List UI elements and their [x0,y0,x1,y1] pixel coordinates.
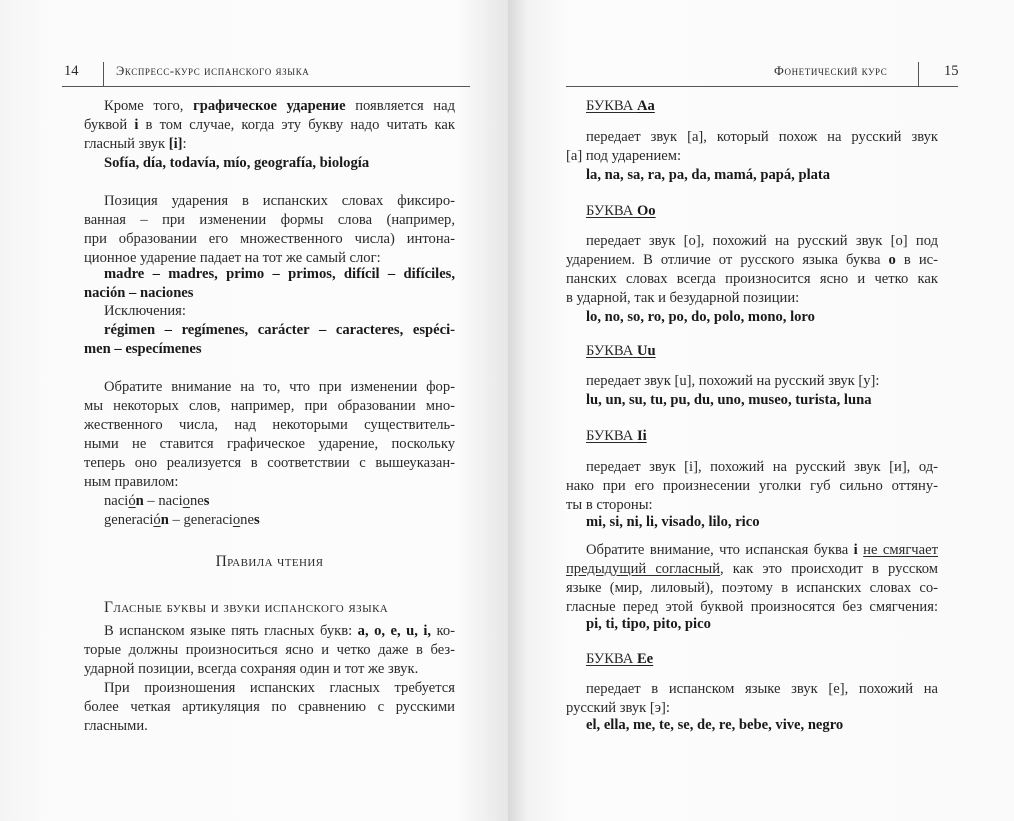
bold-text: o [888,252,896,268]
text-line [566,270,938,288]
text-line [586,541,938,559]
text-segment: БУКВА [586,651,637,667]
text-segment: передает звук [u], похожий на русский звук [у]: [586,373,880,389]
text-segment: В испанском языке пять гласных букв: [104,623,358,639]
bold-text: lu, un, su, tu, pu, du, uno, museo, turista, luna [586,392,872,408]
text-segment: при образовании его множественного числа) интона- [84,231,455,247]
text-segment: БУКВА [586,98,637,114]
text-line [84,454,455,472]
text-segment: o [182,493,190,509]
text-segment: более четкая артикуляция по сравнению с русскими [84,699,455,715]
text-line [104,511,455,529]
text-line [566,496,938,514]
text-line [586,615,938,633]
text-line [586,202,938,220]
running-header: Фонетический курс [774,64,888,78]
text-segment: торые должны произноситься ясно и четко даже в без- [84,642,455,658]
text-segment: в ударной, так и безударной позиции: [566,290,800,306]
bold-text: i [134,117,139,133]
text-line [566,598,938,616]
bold-text: pi, ti, tipo, pito, pico [586,616,711,632]
text-segment: : [182,136,187,152]
text-segment: предыдущий согласный [566,561,720,577]
text-line [566,251,938,269]
text-segment: , как это происходит в русском [720,561,938,577]
text-segment: ты в стороны: [566,497,653,513]
bold-text: [i] [168,136,183,152]
text-line [84,416,455,434]
text-segment: При произношения испанских гласных требуется [104,680,455,696]
text-segment: гласный звук [84,136,169,152]
text-line [104,679,455,697]
text-line [104,265,455,283]
text-line [104,599,455,617]
text-line [104,154,455,172]
text-segment: ne [189,493,204,509]
bold-text: Ee [636,651,654,667]
text-line [104,97,455,115]
text-line [84,435,455,453]
bold-text: lo, no, so, ro, po, do, polo, mono, loro [586,309,815,325]
text-line [586,232,938,250]
text-line [104,492,455,510]
text-segment: БУКВА [586,203,637,219]
header-divider [918,62,919,86]
text-line [84,230,455,248]
text-line [84,284,455,302]
right-page [508,0,1014,821]
bold-text: Sofía, día, todavía, mío, geografía, biología [104,155,370,171]
bold-text: Ii [636,428,647,444]
text-segment: передает в испанском языке звук [e], похожий на [586,681,938,697]
text-segment: o [232,512,241,528]
text-line [84,116,455,134]
bold-text: madre – madres, primo – primos, difícil – difíciles, [104,266,455,282]
text-segment: БУКВА [586,428,637,444]
bold-text: men – especímenes [84,341,202,357]
text-segment: в том случае, когда эту букву надо читать как [138,117,455,133]
text-line [84,211,455,229]
text-line [586,458,938,476]
text-line [104,192,455,210]
text-segment: – naci [143,493,183,509]
text-segment: naci [104,493,129,509]
text-segment: не смягчает [863,542,938,558]
text-line [104,302,455,320]
text-line [84,660,455,678]
text-segment: Позиция ударения в испанских словах фиксиро- [104,193,455,209]
text-line [104,321,455,339]
text-segment: буквой [84,117,135,133]
bold-text: la, na, sa, ra, pa, da, mamá, papá, plata [586,167,831,183]
text-segment: ударной позиции, всегда сохраняя один и тот же звук. [84,661,419,677]
text-line [586,680,938,698]
text-line [84,397,455,415]
text-segment: русский звук [э]: [566,700,670,716]
text-segment: generaci [104,512,154,528]
text-line [586,97,938,115]
text-segment: [а] под ударением: [566,148,682,164]
bold-text: régimen – regímenes, carácter – caracteres, espéci- [104,322,455,338]
bold-text: Aa [636,98,655,114]
bold-text: Uu [636,343,656,359]
header-divider [103,62,104,86]
bold-text: s [203,493,210,509]
text-segment: ко- [431,623,456,639]
text-line [566,699,938,717]
text-segment: ne [240,512,254,528]
text-line [586,650,938,668]
bold-text: i [853,542,858,558]
text-line [84,135,455,153]
text-segment: Обратите внимание, что испанская буква [586,542,854,558]
text-segment: ным правилом: [84,474,179,490]
text-line [566,477,938,495]
text-segment: ционное ударение падает на тот же самый слог: [84,250,381,266]
text-line [84,698,455,716]
bold-text: Oo [636,203,656,219]
section-heading: Гласные буквы и звуки испанского языка [104,599,389,616]
text-line [566,560,938,578]
section-heading: Правила чтения [215,553,324,570]
text-segment: гласные перед этой буквой произносятся без смягчения: [566,599,938,615]
bold-text: n [160,512,169,528]
text-segment: появляется над [345,98,455,114]
text-line [586,513,938,531]
text-line [84,641,455,659]
text-segment: Обратите внимание на то, что при изменении фор- [104,379,455,395]
text-line [586,166,938,184]
text-segment: панских словах всегда произносится ясно и четко как [566,271,938,287]
text-line [84,473,455,491]
text-line [104,622,455,640]
text-line [84,340,455,358]
bold-text: s [253,512,260,528]
bold-text: n [135,493,144,509]
text-line [586,128,938,146]
header-rule [62,86,470,87]
text-segment: Исключения: [104,303,186,319]
text-line [566,579,938,597]
text-line [84,717,455,735]
bold-text: a, o, e, u, i, [357,623,432,639]
text-segment: теперь оно реализуется в соответствии с вышеуказан- [84,455,455,471]
page-number: 15 [944,63,959,79]
text-line [586,308,938,326]
text-segment: ванная – при изменении формы слова (например, [84,212,455,228]
text-line [586,716,938,734]
text-segment: нако при его произнесении уголки губ сильно оттяну- [566,478,938,494]
text-line [586,372,938,390]
text-segment: ó [128,493,136,509]
header-rule [566,86,958,87]
text-segment: передает звук [a], который похож на русский звук [586,129,938,145]
text-segment: мы некоторых слов, например, при образовании мно- [84,398,455,414]
text-line [586,427,938,445]
text-segment: ударением. В отличие от русского языка буква [566,252,889,268]
text-segment: ными не ставится графическое ударение, поскольку [84,436,455,452]
bold-text: графическое ударение [193,98,346,114]
text-segment: ó [153,512,161,528]
text-line [104,378,455,396]
text-segment: жественного числа, над некоторыми существитель- [84,417,455,433]
text-segment: гласными. [84,718,148,734]
text-line [586,391,938,409]
running-header: Экспресс-курс испанского языка [116,64,310,78]
text-segment: – generaci [168,512,233,528]
text-segment: передает звук [i], похожий на русский звук [и], од- [586,459,938,475]
text-line [566,147,938,165]
text-line [84,553,455,571]
text-segment: передает звук [o], похожий на русский звук [о] под [586,233,938,249]
text-segment: языке (мир, лиловый), поэтому в испанских словах со- [566,580,938,596]
bold-text: el, ella, me, te, se, de, re, bebe, vive, negro [586,717,844,733]
text-segment: БУКВА [586,343,637,359]
text-segment: в ис- [895,252,938,268]
text-line [586,342,938,360]
text-line [566,289,938,307]
text-segment: Кроме того, [104,98,194,114]
bold-text: nación – naciones [84,285,194,301]
bold-text: mi, si, ni, li, visado, lilo, rico [586,514,760,530]
page-number: 14 [64,63,79,79]
